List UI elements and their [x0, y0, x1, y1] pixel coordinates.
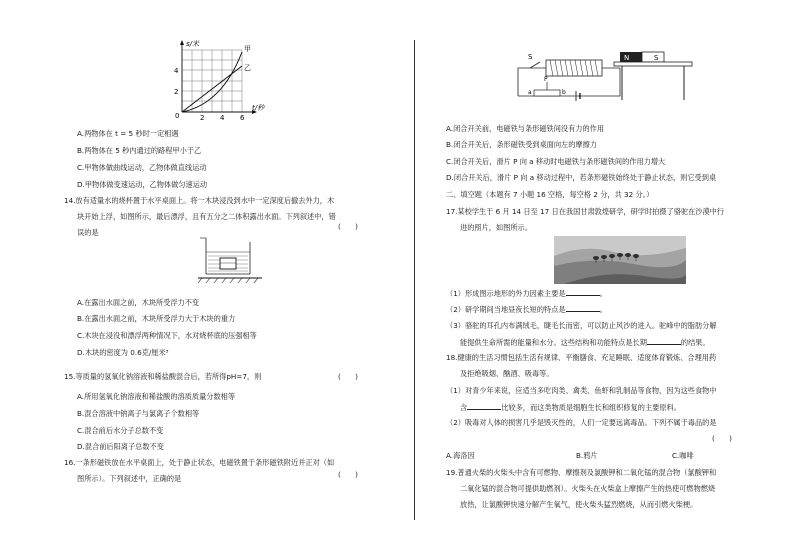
rheostat-b-label: b — [562, 89, 566, 96]
distance-time-graph — [160, 38, 300, 126]
q16-option-c: C.闭合开关后，滑片 P 向 a 移动时电磁铁与条形磁铁间的作用力增大 — [446, 157, 666, 166]
q18-sub1-prefix: 含 — [460, 403, 468, 412]
q18-sub1-line2 — [460, 402, 681, 412]
q19-line1: 19.普通火柴的火柴头中含有可燃物、摩擦剂及氯酸钾和二氧化锰的混合物（氯酸钾和 — [446, 468, 717, 477]
q16-answer-paren: ( ) — [338, 470, 358, 479]
q17-stem-line2: 进的照片，如图所示。 — [460, 223, 532, 232]
q13-option-a: A.两物体在 t = 5 秒时一定相遇 — [77, 129, 179, 138]
switch-label: S — [528, 53, 533, 61]
q16-stem-line1: 16.一条形磁铁放在水平桌面上，处于静止状态，电磁铁置于条形磁铁附近并正对（如 — [64, 458, 335, 467]
q14-stem-line1: 14.放有适量水的烧杯置于水平桌面上。将一木块浸没到水中一定深度后撤去外力，木 — [64, 196, 335, 205]
section-2-heading: 二、填空题（本题有 7 小题 16 空格，每空格 2 分，共 32 分。） — [446, 190, 654, 199]
q17-sub2: （2）研学期间当地昼夜长短的特点是 。 — [446, 305, 607, 314]
q15-option-c: C.混合前后水分子总数不变 — [77, 426, 164, 435]
q18-sub1-answer-blank[interactable] — [467, 402, 501, 410]
x-tick-2: 2 — [200, 114, 205, 122]
q17-sub1: （1）形成图示地形的外力因素主要是 。 — [446, 289, 607, 298]
q18-sub1-tail: 比较多，而这类物质是细胞生长和组织修复的主要原料。 — [501, 403, 681, 412]
q13-option-c: C.甲物体做曲线运动，乙物体做直线运动 — [77, 163, 207, 172]
magnet-south — [642, 52, 664, 62]
rheostat-a-label: a — [528, 89, 532, 96]
q17-sub3-line1: （3）骆驼的耳孔内布满绒毛，睫毛长而密，可以防止风沙的进入。驼峰中的脂肪分解 — [446, 321, 717, 330]
y-axis-label: s/米 — [186, 40, 200, 48]
q18-stem-line1: 18.健康的生活习惯包括生活有规律、平衡膳食、充足睡眠、适度体育锻炼、合理用药 — [446, 353, 717, 362]
q16-option-d: D.闭合开关后，滑片 P 向 a 移动过程中，若条形磁铁始终处于静止状态，则它受到桌 — [446, 173, 717, 182]
table-top — [614, 62, 692, 66]
x-tick-4: 4 — [220, 114, 225, 122]
q15-answer-paren: ( ) — [338, 372, 358, 381]
q18-stem-line2: 及拒绝吸烟、酗酒、吸毒等。 — [460, 369, 554, 378]
coil-core — [546, 60, 602, 76]
q15-option-b: B.混合溶液中钠离子与氯离子个数相等 — [77, 409, 200, 418]
q14-stem-line2: 块开始上浮，如图所示，最后漂浮，且有五分之二体积露出水面。下列叙述中，错 — [77, 212, 336, 221]
q14-option-c: C.木块在浸没和漂浮两种情况下，水对烧杯底的压强相等 — [77, 331, 257, 340]
q15-option-a: A.所用氢氧化钠溶液和稀盐酸的溶质质量分数相等 — [77, 392, 236, 401]
q18-answer-paren: ( ) — [712, 434, 732, 443]
bar-magnet-on-table-figure — [612, 48, 696, 104]
series-yi-label: 乙 — [244, 64, 251, 72]
q17-sub3-text: 能提供生命所需的能量和水分。这些结构和功能特点是长期 — [460, 338, 647, 347]
x-axis-label: t/秒 — [252, 104, 265, 112]
q18-sub2: （2）吸毒对人体的损害几乎是毁灭性的，人们一定要远离毒品。下列不属于毒品的是 — [446, 418, 717, 427]
q15-option-d: D.混合前后阳离子总数不变 — [77, 442, 164, 451]
q17-stem-line1: 17.某校学生于 6 月 14 日至 17 日在我国甘肃敦煌研学，研学时拍摄了骆驼在沙漠中行 — [446, 207, 725, 216]
q14-answer-paren: ( ) — [338, 222, 358, 231]
rheostat-p-label: P — [544, 76, 548, 83]
q13-option-b: B.两物体在 5 秒内通过的路程甲小于乙 — [77, 146, 202, 155]
q16-option-a: A.闭合开关前，电磁铁与条形磁铁间没有力的作用 — [446, 124, 605, 133]
q18-option-a: A.海洛因 — [446, 451, 475, 460]
origin-label: 0 — [175, 112, 180, 120]
q17-sub3-line2 — [460, 337, 710, 347]
q14-stem-line3: 误的是 — [77, 228, 99, 237]
q17-sub2-text: （2）研学期间当地昼夜长短的特点是 — [446, 305, 566, 314]
q19-line3: 放热，让氯酸钾快速分解产生氧气，使火柴头猛烈燃烧，从而引燃火柴梗。 — [460, 500, 698, 509]
q17-sub3-answer-blank[interactable] — [647, 337, 681, 345]
q18-option-c: C.咖啡 — [672, 451, 694, 460]
q16-option-b: B.闭合开关后，条形磁铁受到桌面向左的摩擦力 — [446, 140, 597, 149]
y-tick-2: 2 — [174, 88, 179, 96]
y-tick-4: 4 — [174, 67, 179, 75]
q14-option-d: D.木块的密度为 0.6克/厘米³ — [77, 348, 169, 357]
desert-camel-photo — [554, 236, 686, 284]
q17-sub1-answer-blank[interactable] — [566, 288, 600, 296]
series-jia-label: 甲 — [244, 45, 251, 53]
q17-sub3-tail: 的结果。 — [680, 338, 710, 347]
q17-sub2-answer-blank[interactable] — [566, 304, 600, 312]
q15-stem: 15.等质量的氢氧化钠溶液和稀盐酸混合后，若所得pH=7，则 — [64, 372, 262, 381]
q14-option-b: B.在露出水面之前，木块所受浮力大于木块的重力 — [77, 314, 236, 323]
x-tick-6: 6 — [240, 114, 245, 122]
q14-option-a: A.在露出水面之前，木块所受浮力不变 — [77, 298, 200, 307]
q17-sub1-text: （1）形成图示地形的外力因素主要是 — [446, 289, 566, 298]
q18-sub1-line1: （1）对青少年来说，应适当多吃肉类、禽类、鱼虾和乳制品等食物，因为这些食物中 — [446, 386, 717, 395]
q13-option-d: D.甲物体做变速运动，乙物体做匀速运动 — [77, 180, 208, 189]
column-divider — [414, 40, 415, 520]
q19-line2: 二氧化锰的混合物可提供助燃剂）。火柴头在火柴盒上摩擦产生的热使可燃物燃烧 — [460, 484, 716, 493]
magnet-south-label: S — [654, 54, 659, 62]
q18-option-b: B.鸦片 — [576, 451, 598, 460]
magnet-north-label: N — [624, 54, 630, 62]
beaker-figure — [198, 236, 270, 284]
switch — [530, 62, 540, 68]
rheostat — [534, 90, 560, 96]
wood-block — [220, 258, 236, 269]
q16-stem-line2: 图所示）。下列叙述中，正确的是 — [77, 474, 182, 483]
